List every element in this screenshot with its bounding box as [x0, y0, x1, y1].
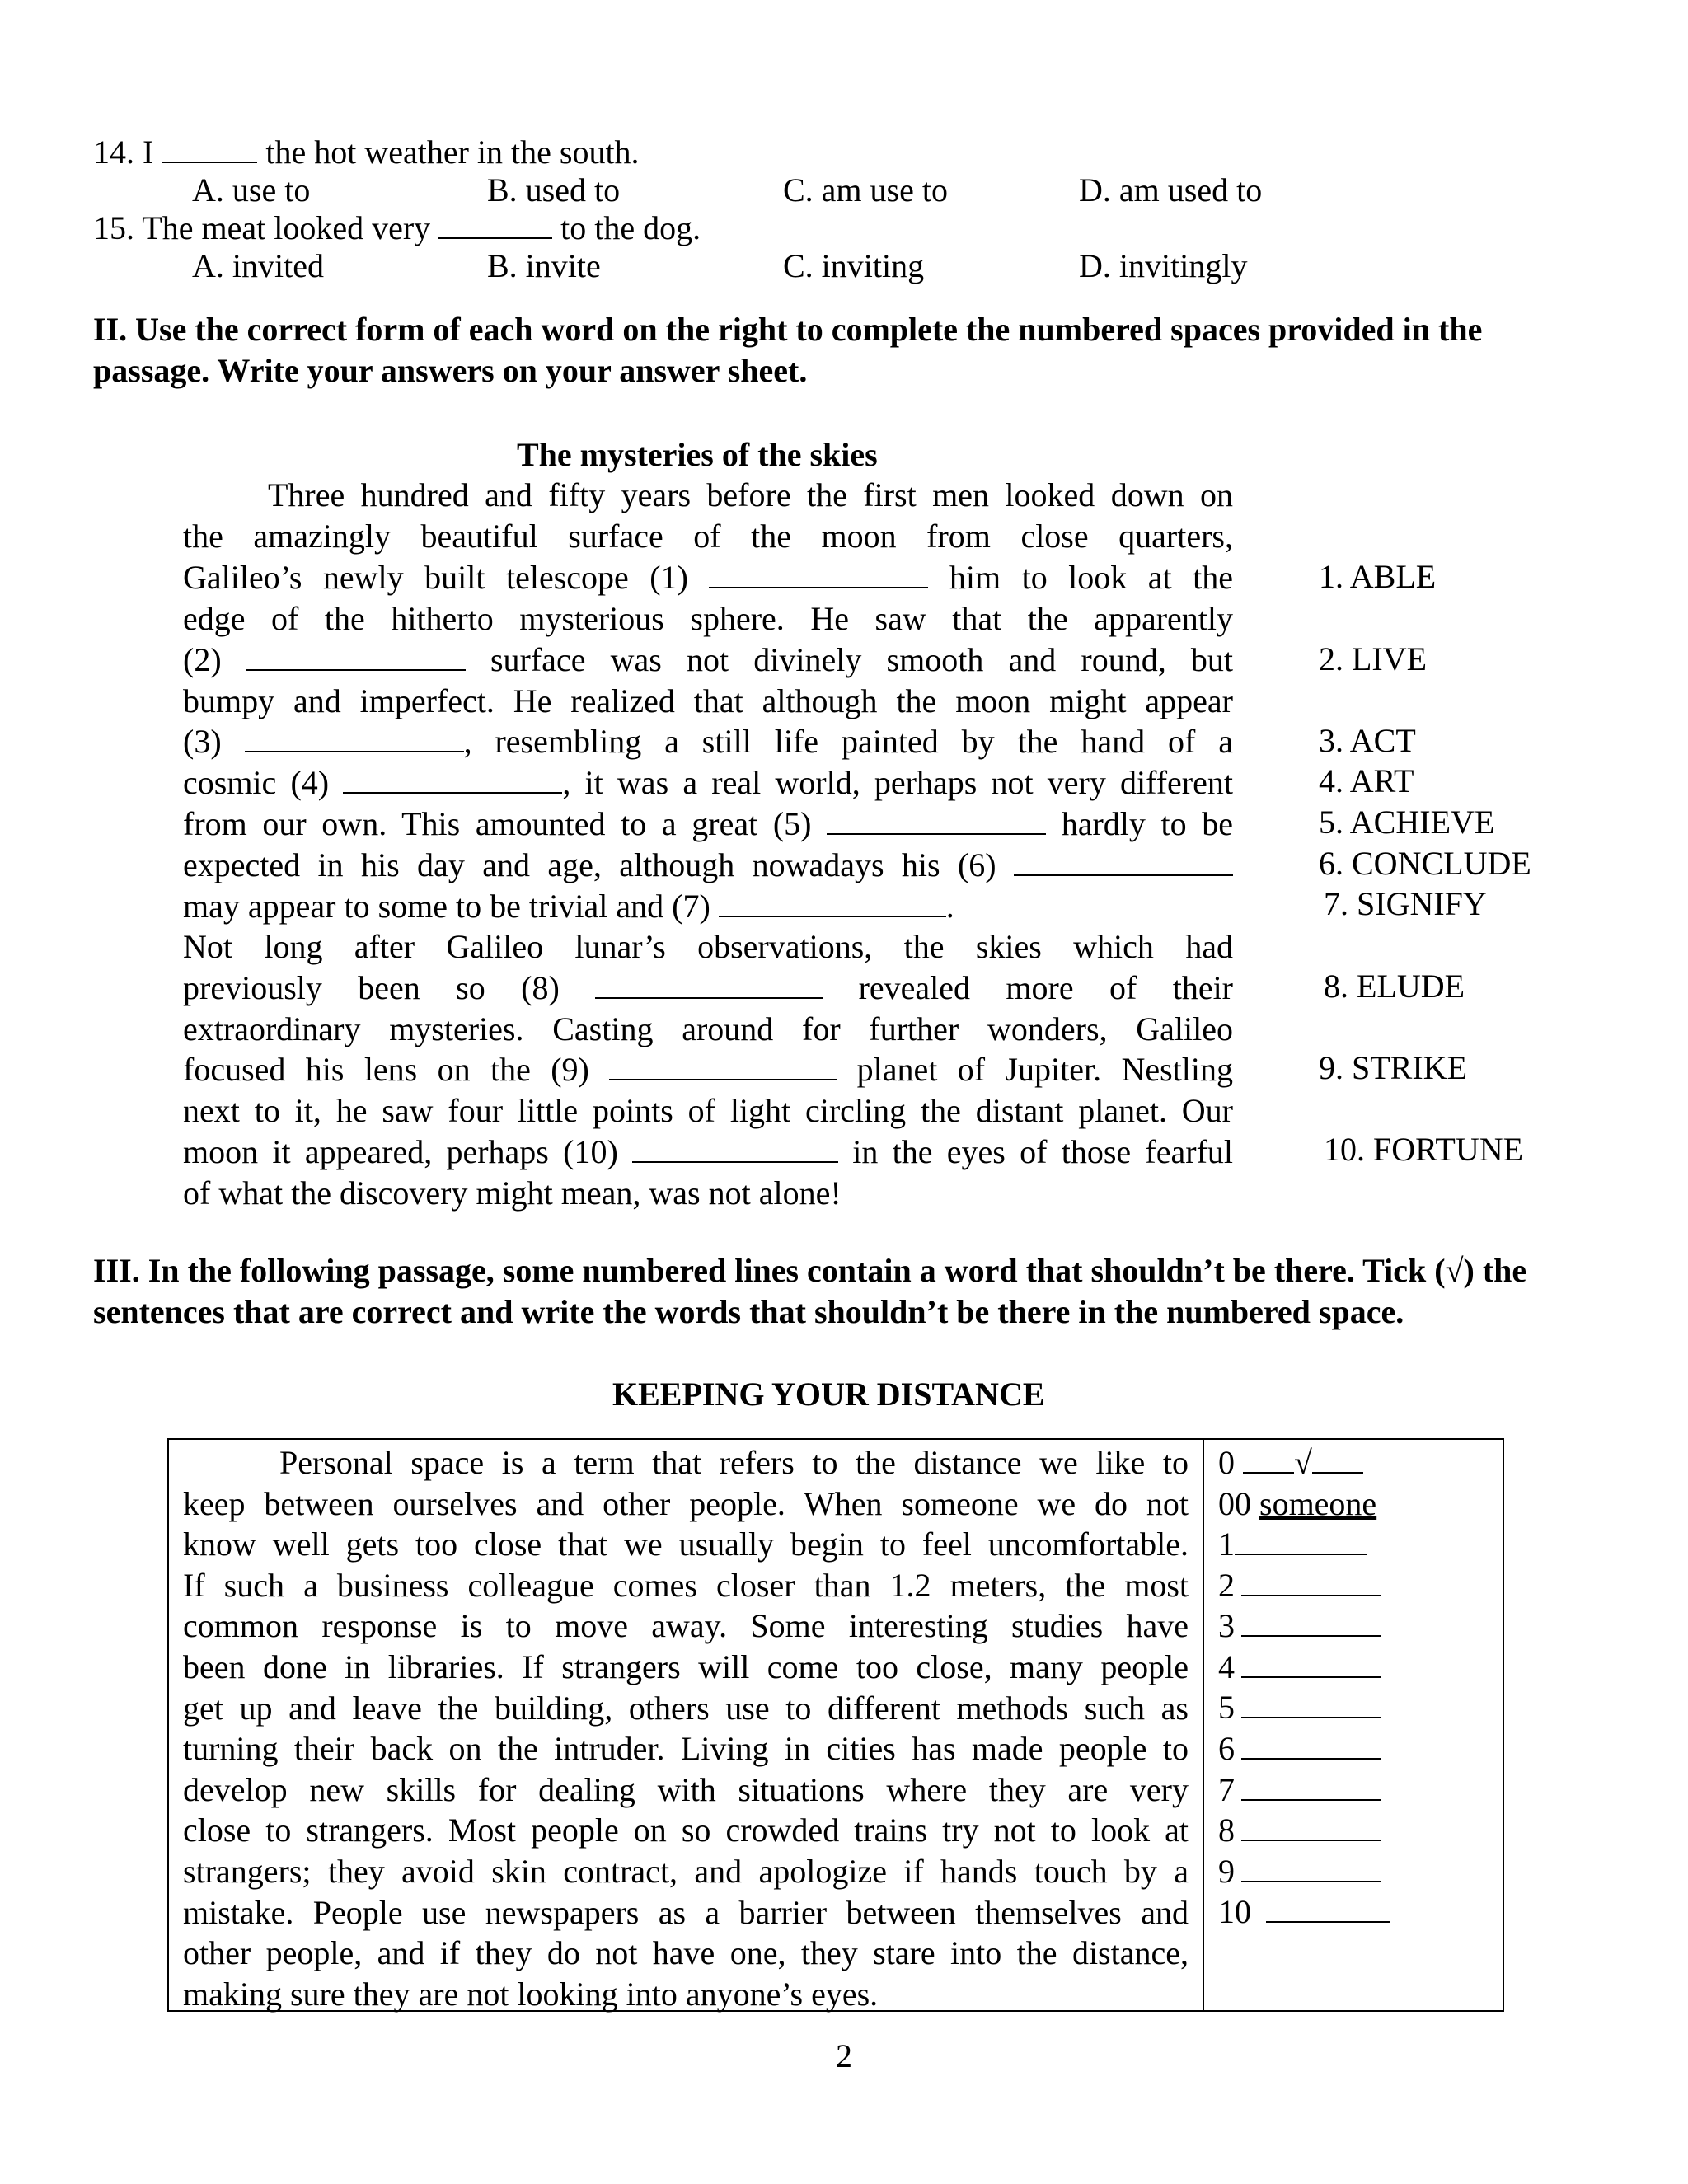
keyword-8: 8. ELUDE — [1324, 968, 1465, 1005]
answer-blank[interactable] — [1235, 1529, 1367, 1555]
answer-number: 7 — [1218, 1770, 1235, 1808]
q15-option-c: C. inviting — [783, 247, 925, 284]
passage-1-text: expected in his day and age, although nowadays his (6) — [183, 846, 996, 883]
passage-2-title: KEEPING YOUR DISTANCE — [612, 1376, 1045, 1413]
keyword-9: 9. STRIKE — [1319, 1049, 1467, 1086]
keyword-6: 6. CONCLUDE — [1319, 845, 1531, 882]
passage-2-line: been done in libraries. If strangers will come too close, many people — [183, 1648, 1189, 1685]
answer-number: 4 — [1218, 1647, 1235, 1685]
passage-1-text: edge of the hitherto mysterious sphere. He saw that the apparently — [183, 600, 1233, 637]
answer-line — [1218, 1851, 1381, 1892]
answer-00-word: someone — [1259, 1485, 1377, 1522]
gap-blank — [343, 767, 562, 794]
passage-1-line — [183, 681, 1233, 722]
passage-1-text: . — [945, 888, 954, 925]
answer-number: 8 — [1218, 1811, 1235, 1849]
passage-1-text: cosmic (4) — [183, 764, 330, 801]
keyword-10: 10. FORTUNE — [1324, 1131, 1524, 1168]
question-14-rest: the hot weather in the south. — [265, 134, 640, 171]
passage-1-line — [183, 1090, 1233, 1132]
passage-2-line: keep between ourselves and other people. When someone we do not — [183, 1484, 1189, 1522]
answer-blank[interactable] — [1241, 1692, 1381, 1718]
keyword-7: 7. SIGNIFY — [1324, 885, 1487, 922]
question-15 — [93, 208, 701, 249]
passage-2-line: If such a business colleague comes closer than 1.2 meters, the most — [183, 1566, 1189, 1604]
passage-1-line — [183, 1009, 1233, 1050]
passage-1-text: may appear to some to be trivial and (7) — [183, 888, 710, 925]
passage-1-text: , resembling a still life painted by the hand of a — [463, 723, 1233, 760]
answer-blank[interactable] — [1241, 1815, 1381, 1841]
answer-number: 5 — [1218, 1689, 1235, 1727]
passage-1-text: focused his lens on the (9) — [183, 1051, 589, 1088]
answer-0 — [1218, 1442, 1363, 1483]
keyword-4: 4. ART — [1319, 762, 1414, 799]
q15-option-b: B. invite — [487, 247, 601, 284]
passage-1-text: moon it appeared, perhaps (10) — [183, 1133, 618, 1170]
passage-1-text: the amazingly beautiful surface of the moon from close quarters, — [183, 518, 1233, 555]
keyword-5: 5. ACHIEVE — [1319, 804, 1495, 841]
passage-1-text: Three hundred and fifty years before the first men looked down on — [268, 476, 1233, 513]
section-2-heading: II. Use the correct form of each word on the right to complete the numbered spaces provided in the passage. Write your answers on your answer sheet. — [93, 311, 1483, 389]
q14-option-a: A. use to — [192, 171, 311, 209]
passage-2-line: get up and leave the building, others use to different methods such as — [183, 1689, 1189, 1727]
passage-2-line: making sure they are not looking into anyone’s eyes. — [183, 1975, 879, 2013]
question-14-blank — [162, 137, 257, 163]
passage-1-line — [183, 1132, 1233, 1173]
gap-blank — [709, 562, 928, 588]
passage-1-line — [183, 640, 1233, 681]
passage-1-text: Galileo’s newly built telescope (1) — [183, 559, 688, 596]
passage-1-text: planet of Jupiter. Nestling — [837, 1051, 1233, 1088]
answer-line — [1218, 1891, 1390, 1933]
passage-1-line — [183, 926, 1233, 968]
passage-1-text: Not long after Galileo lunar’s observations, the skies which had — [183, 928, 1233, 965]
passage-1-text: previously been so (8) — [183, 969, 560, 1006]
gap-blank — [245, 726, 464, 752]
answer-0-line-right — [1312, 1447, 1363, 1474]
answer-line — [1218, 1810, 1381, 1851]
answer-00-number: 00 — [1218, 1485, 1251, 1522]
page-number: 2 — [836, 2037, 852, 2074]
passage-2-line: Personal space is a term that refers to the distance we like to — [279, 1444, 1189, 1481]
passage-1-text: surface was not divinely smooth and round, but — [465, 641, 1233, 678]
q14-option-c: C. am use to — [783, 171, 948, 209]
passage-1-title: The mysteries of the skies — [517, 436, 878, 473]
q15-option-a: A. invited — [192, 247, 324, 284]
passage-1-text: of what the discovery might mean, was not alone! — [183, 1174, 842, 1212]
passage-1-text: next to it, he saw four little points of light circling the distant planet. Our — [183, 1092, 1233, 1129]
answer-blank[interactable] — [1241, 1774, 1381, 1801]
gap-blank — [609, 1054, 837, 1080]
passage-2-line: common response is to move away. Some interesting studies have — [183, 1607, 1189, 1645]
answer-number: 2 — [1218, 1566, 1235, 1604]
passage-1-text: , it was a real world, perhaps not very different — [562, 764, 1233, 801]
passage-1-line — [183, 475, 1233, 516]
passage-2-line: turning their back on the intruder. Living in cities has made people to — [183, 1730, 1189, 1768]
keyword-2: 2. LIVE — [1319, 640, 1428, 677]
passage-1-text: revealed more of their — [823, 969, 1233, 1006]
gap-blank — [827, 808, 1046, 835]
answer-blank[interactable] — [1266, 1896, 1390, 1923]
question-15-stem: 15. The meat looked very — [93, 209, 431, 246]
answer-line — [1218, 1605, 1381, 1647]
answer-line — [1218, 1565, 1381, 1606]
passage-2-line: know well gets too close that we usually begin to feel uncomfortable. — [183, 1526, 1189, 1563]
passage-2-line: close to strangers. Most people on so crowded trains try not to look at — [183, 1811, 1189, 1849]
passage-1-line — [183, 845, 1233, 886]
passage-1-line — [183, 557, 1233, 598]
answer-number: 6 — [1218, 1730, 1235, 1767]
table-divider — [1203, 1438, 1204, 2012]
gap-blank — [595, 972, 823, 999]
passage-2-line: mistake. People use newspapers as a barrier between themselves and — [183, 1893, 1189, 1931]
answer-0-line-left — [1243, 1447, 1294, 1474]
answer-blank[interactable] — [1241, 1856, 1381, 1882]
passage-2-line: other people, and if they do not have one, they stare into the distance, — [183, 1934, 1189, 1972]
passage-1-line — [183, 762, 1233, 804]
passage-2-line: develop new skills for dealing with situations where they are very — [183, 1770, 1189, 1808]
passage-1-text: extraordinary mysteries. Casting around for further wonders, Galileo — [183, 1010, 1233, 1047]
passage-1-text: from our own. This amounted to a great (5) — [183, 805, 812, 842]
answer-number: 10 — [1218, 1893, 1251, 1931]
q15-option-d: D. invitingly — [1079, 247, 1248, 284]
passage-1-text: (2) — [183, 641, 222, 678]
section-3-heading: III. In the following passage, some numbered lines contain a word that shouldn’t be there. Tick (√) the sentences that are correct and write the words that shouldn’t be there in the numbered space. — [93, 1252, 1527, 1330]
answer-0-tick: √ — [1294, 1444, 1312, 1481]
answer-blank[interactable] — [1241, 1652, 1381, 1678]
passage-1-text: (3) — [183, 723, 222, 760]
passage-1-line — [183, 598, 1233, 640]
passage-1-text: in the eyes of those fearful — [838, 1133, 1233, 1170]
answer-line — [1218, 1728, 1381, 1769]
passage-1-line — [183, 516, 1233, 557]
keyword-1: 1. ABLE — [1319, 558, 1437, 595]
answer-blank[interactable] — [1241, 1610, 1381, 1637]
answer-00 — [1218, 1483, 1376, 1525]
passage-1-line — [183, 1049, 1233, 1090]
answer-line — [1218, 1524, 1367, 1565]
answer-number: 3 — [1218, 1607, 1235, 1645]
answer-line — [1218, 1647, 1381, 1688]
answer-number: 9 — [1218, 1852, 1235, 1890]
question-14-stem: 14. I — [93, 134, 154, 171]
passage-1-line — [183, 804, 1233, 845]
passage-1-text: him to look at the — [928, 559, 1233, 596]
answer-line — [1218, 1769, 1381, 1811]
q14-option-d: D. am used to — [1079, 171, 1263, 209]
question-15-rest: to the dog. — [560, 209, 701, 246]
question-14 — [93, 132, 640, 173]
answer-line — [1218, 1687, 1381, 1728]
passage-2-line: strangers; they avoid skin contract, and apologize if hands touch by a — [183, 1853, 1189, 1890]
passage-1-line — [183, 886, 1233, 927]
answer-0-number: 0 — [1218, 1444, 1235, 1481]
gap-blank — [632, 1137, 838, 1163]
answer-blank[interactable] — [1241, 1733, 1381, 1760]
keyword-3: 3. ACT — [1319, 722, 1416, 759]
gap-blank — [719, 891, 946, 917]
passage-1-line — [183, 721, 1233, 762]
passage-1-line — [183, 1173, 1233, 1214]
q14-option-b: B. used to — [487, 171, 621, 209]
question-15-blank — [438, 213, 552, 239]
passage-1-text: hardly to be — [1046, 805, 1233, 842]
gap-blank — [1014, 850, 1233, 876]
answer-number: 1 — [1218, 1526, 1235, 1563]
passage-1-text: bumpy and imperfect. He realized that although the moon might appear — [183, 682, 1233, 719]
passage-1-line — [183, 968, 1233, 1009]
gap-blank — [246, 644, 466, 671]
answer-blank[interactable] — [1241, 1570, 1381, 1596]
